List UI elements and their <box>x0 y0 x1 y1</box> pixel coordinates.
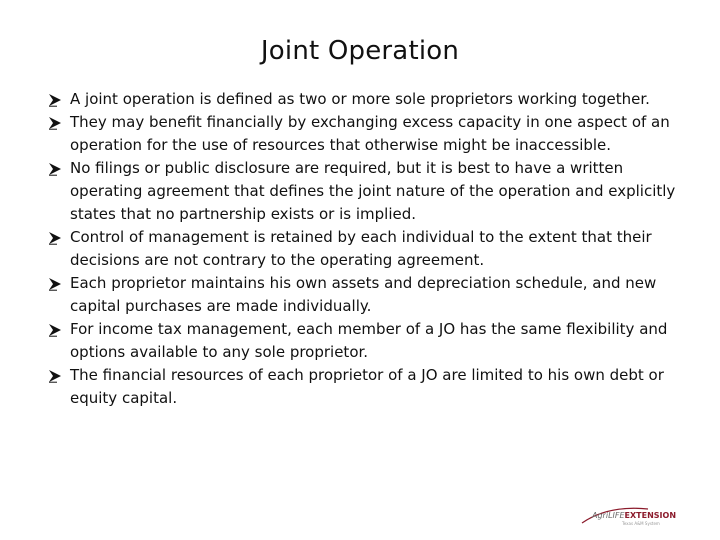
arrow-bullet-icon <box>48 93 62 107</box>
bullet-item <box>48 272 688 318</box>
bullet-text: The financial resources of each proprietor of a JO are limited to his own debt or equity capital. <box>70 366 664 407</box>
bullet-item <box>48 88 688 111</box>
bullet-item <box>48 226 688 272</box>
bullet-item <box>48 157 688 226</box>
arrow-bullet-icon <box>48 323 62 337</box>
logo-wordmark <box>592 511 676 520</box>
bullet-text: A joint operation is defined as two or more sole proprietors working together. <box>70 90 650 108</box>
logo-subtitle: Texas A&M System <box>622 521 660 526</box>
logo-accent: EXTENSION <box>624 511 677 520</box>
bullet-text: No filings or public disclosure are required, but it is best to have a written operating agreement that defines the joint nature of the operation and explicitly states that no partnership exists or is implied. <box>70 159 676 223</box>
bullet-list <box>48 88 688 410</box>
bullet-item <box>48 364 688 410</box>
logo-prefix: AgriLIFE <box>592 511 625 520</box>
agrilife-extension-logo <box>578 503 677 527</box>
arrow-bullet-icon <box>48 231 62 245</box>
bullet-text: Control of management is retained by each individual to the extent that their decisions are not contrary to the operating agreement. <box>70 228 652 269</box>
arrow-bullet-icon <box>48 277 62 291</box>
bullet-item <box>48 318 688 364</box>
arrow-bullet-icon <box>48 116 62 130</box>
bullet-text: For income tax management, each member of a JO has the same flexibility and options available to any sole proprietor. <box>70 320 668 361</box>
bullet-item <box>48 111 688 157</box>
slide-title: Joint Operation <box>260 36 460 66</box>
arrow-bullet-icon <box>48 162 62 176</box>
bullet-text: Each proprietor maintains his own assets and depreciation schedule, and new capital purchases are made individually. <box>70 274 657 315</box>
arrow-bullet-icon <box>48 369 62 383</box>
bullet-text: They may benefit financially by exchanging excess capacity in one aspect of an operation for the use of resources that otherwise might be inaccessible. <box>70 113 670 154</box>
